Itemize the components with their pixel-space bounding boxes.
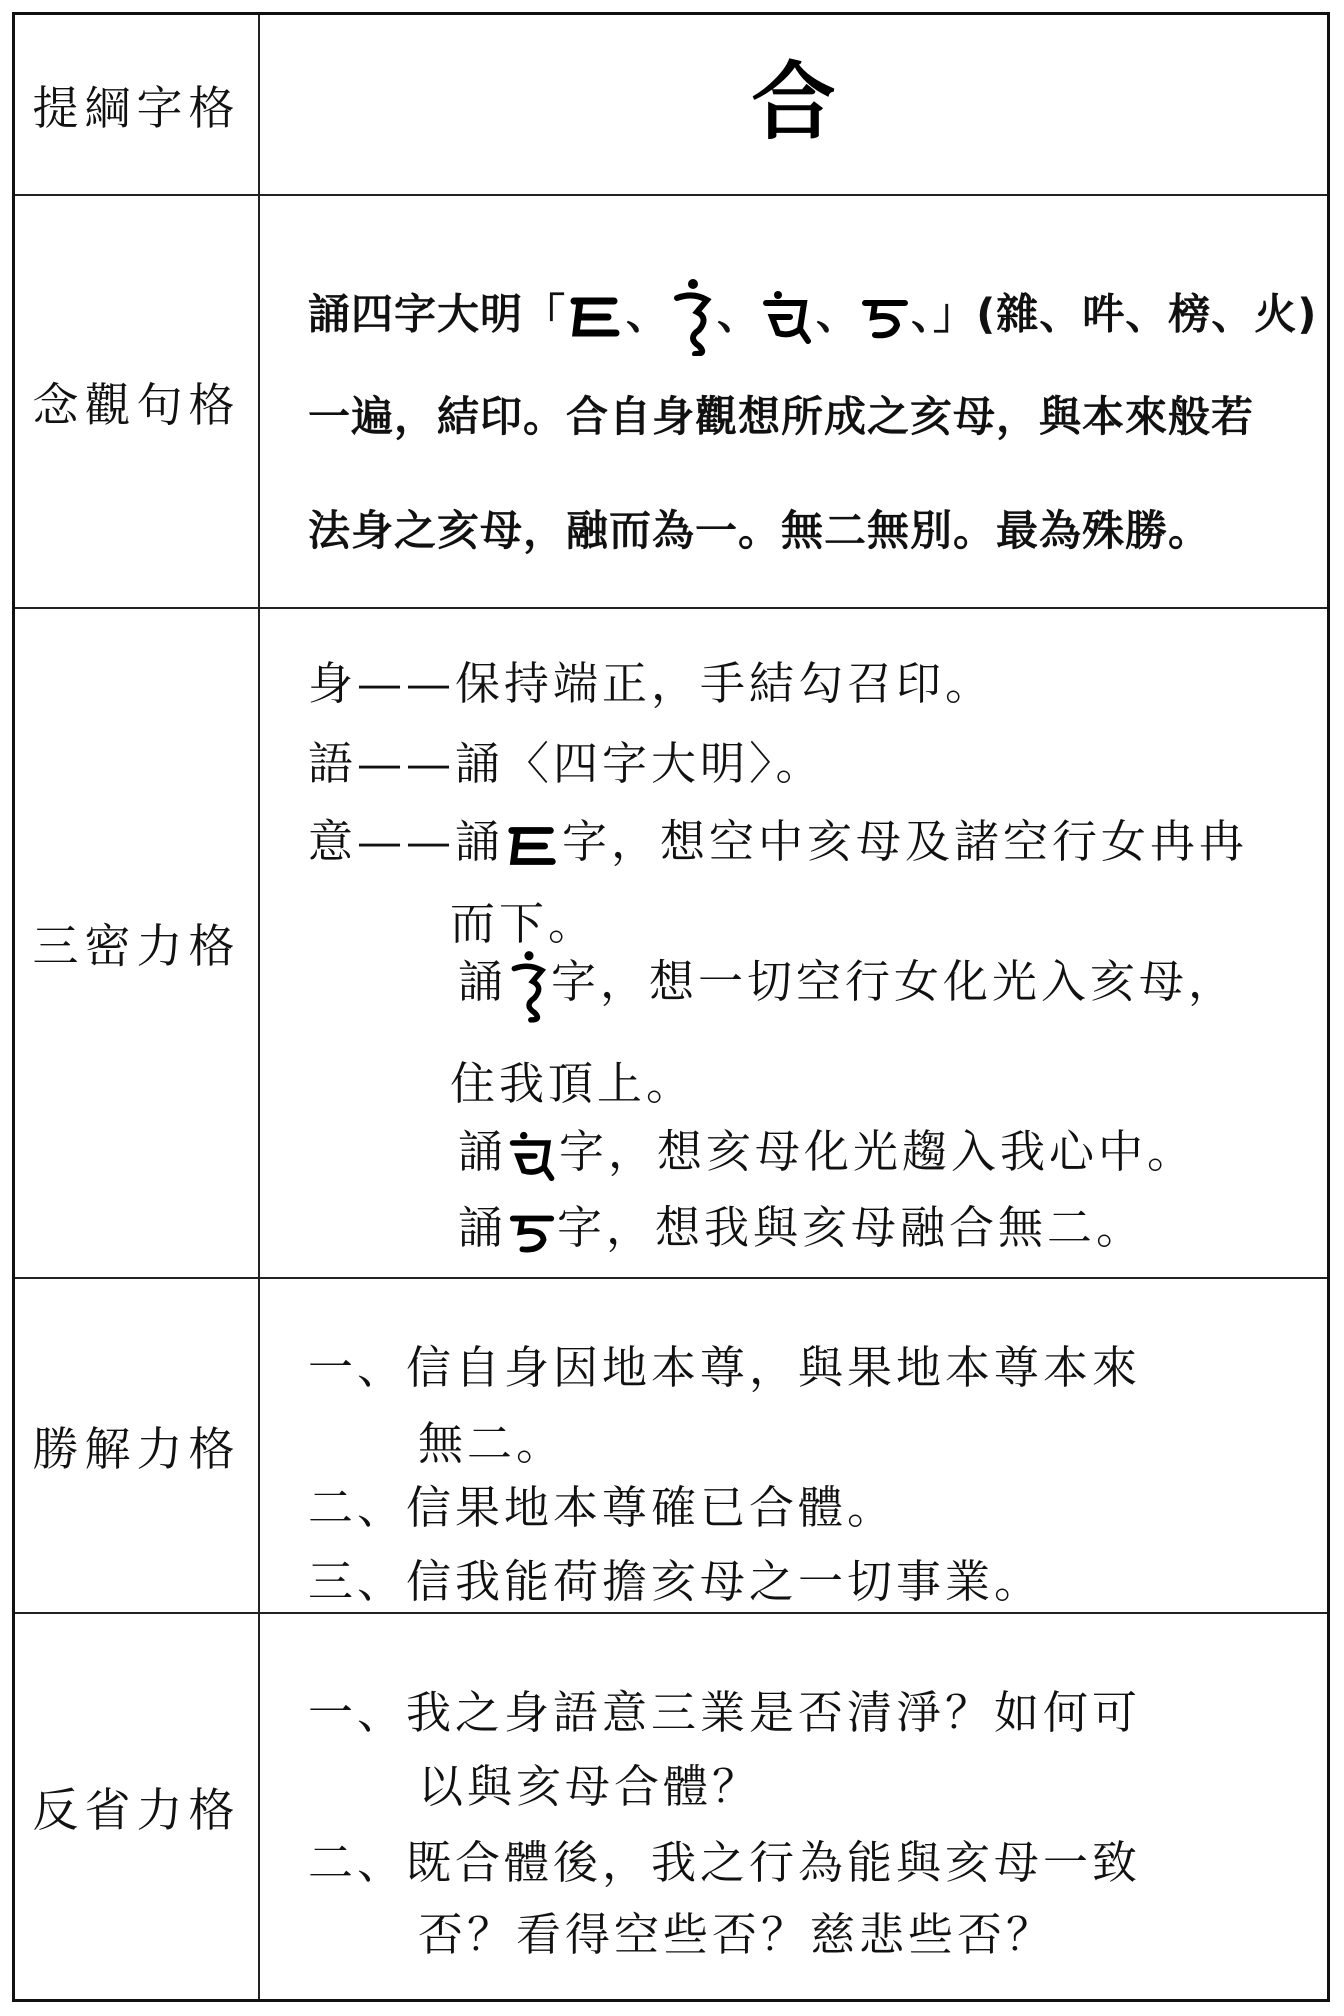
ho-line xyxy=(458,1191,1145,1256)
hum-line-cont: 住我頂上。 xyxy=(450,1057,696,1110)
row-label-visualization-verse: 念觀句格 xyxy=(15,196,260,607)
recite-prefix: 誦 xyxy=(458,1125,508,1178)
row-content-visualization-verse xyxy=(260,196,1327,607)
bam-line xyxy=(458,1115,1196,1183)
row-conviction xyxy=(15,1279,1327,1614)
bam-text: 字，想亥母化光趨入我心中。 xyxy=(559,1125,1197,1178)
conviction-item-3: 三、信我能荷擔亥母之一切事業。 xyxy=(308,1555,1044,1608)
row-visualization-verse xyxy=(15,196,1327,609)
hum-line xyxy=(458,945,1237,1026)
row-three-secrets xyxy=(15,609,1327,1279)
body-line: 身——保持端正，手結勾召印。 xyxy=(308,657,995,710)
tibetan-bam-icon xyxy=(507,1129,559,1183)
row-label-reflection: 反省力格 xyxy=(15,1614,260,1999)
row-label-three-secrets: 三密力格 xyxy=(15,609,260,1277)
recite-prefix: 誦 xyxy=(458,1201,508,1254)
row-label-conviction: 勝解力格 xyxy=(15,1279,260,1612)
reflection-item-1-cont: 以與亥母合體？ xyxy=(418,1760,762,1813)
row-outline-char xyxy=(15,15,1327,196)
tibetan-hum-icon xyxy=(669,278,717,356)
tibetan-bam-icon xyxy=(760,289,816,345)
verse-line-2: 一遍，結印。合自身觀想所成之亥母，與本來般若 xyxy=(308,392,1255,441)
mind-line xyxy=(308,805,1248,872)
separator: 、 xyxy=(911,289,934,339)
tibetan-ho-icon xyxy=(507,1208,557,1256)
hum-text: 字，想一切空行女化光入亥母， xyxy=(551,955,1238,1008)
reflection-item-2-cont: 否？看得空些否？慈悲些否？ xyxy=(418,1908,1056,1961)
content-table xyxy=(12,12,1330,2002)
row-content-reflection xyxy=(260,1614,1327,1999)
tibetan-ho-icon xyxy=(859,293,911,341)
tibetan-hum-icon xyxy=(507,946,551,1026)
row-content-outline-char xyxy=(260,15,1327,194)
row-label-outline-char: 提綱字格 xyxy=(15,15,260,194)
tibetan-dza-icon xyxy=(504,820,562,872)
mantra-transliteration: 」(雜、吽、榜、火) xyxy=(933,289,1318,339)
tibetan-dza-icon xyxy=(566,291,626,343)
row-content-conviction xyxy=(260,1279,1327,1612)
recite-prefix: 誦 xyxy=(458,955,508,1008)
reflection-item-1: 一、我之身語意三業是否清淨？如何可 xyxy=(308,1686,1142,1739)
conviction-item-2: 二、信果地本尊確已合體。 xyxy=(308,1481,897,1534)
mind-line-cont: 而下。 xyxy=(450,897,598,950)
mantra-intro: 誦四字大明「 xyxy=(308,289,567,339)
reflection-item-2: 二、既合體後，我之行為能與亥母一致 xyxy=(308,1836,1142,1889)
mind-prefix: 意——誦 xyxy=(308,815,505,868)
mantra-line xyxy=(308,278,1317,356)
separator: 、 xyxy=(816,289,860,339)
row-content-three-secrets xyxy=(260,609,1327,1277)
row-reflection xyxy=(15,1614,1327,1999)
ho-text: 字，想我與亥母融合無二。 xyxy=(557,1201,1146,1254)
separator: 、 xyxy=(626,289,670,339)
conviction-item-1: 一、信自身因地本尊，與果地本尊本來 xyxy=(308,1341,1142,1394)
conviction-item-1-cont: 無二。 xyxy=(418,1417,566,1470)
mind-text: 字，想空中亥母及諸空行女冉冉 xyxy=(562,815,1249,868)
speech-line: 語——誦〈四字大明〉。 xyxy=(308,737,825,790)
verse-line-3: 法身之亥母，融而為一。無二無別。最為殊勝。 xyxy=(308,506,1212,555)
separator: 、 xyxy=(717,289,761,339)
title-character: 合 xyxy=(751,52,836,151)
